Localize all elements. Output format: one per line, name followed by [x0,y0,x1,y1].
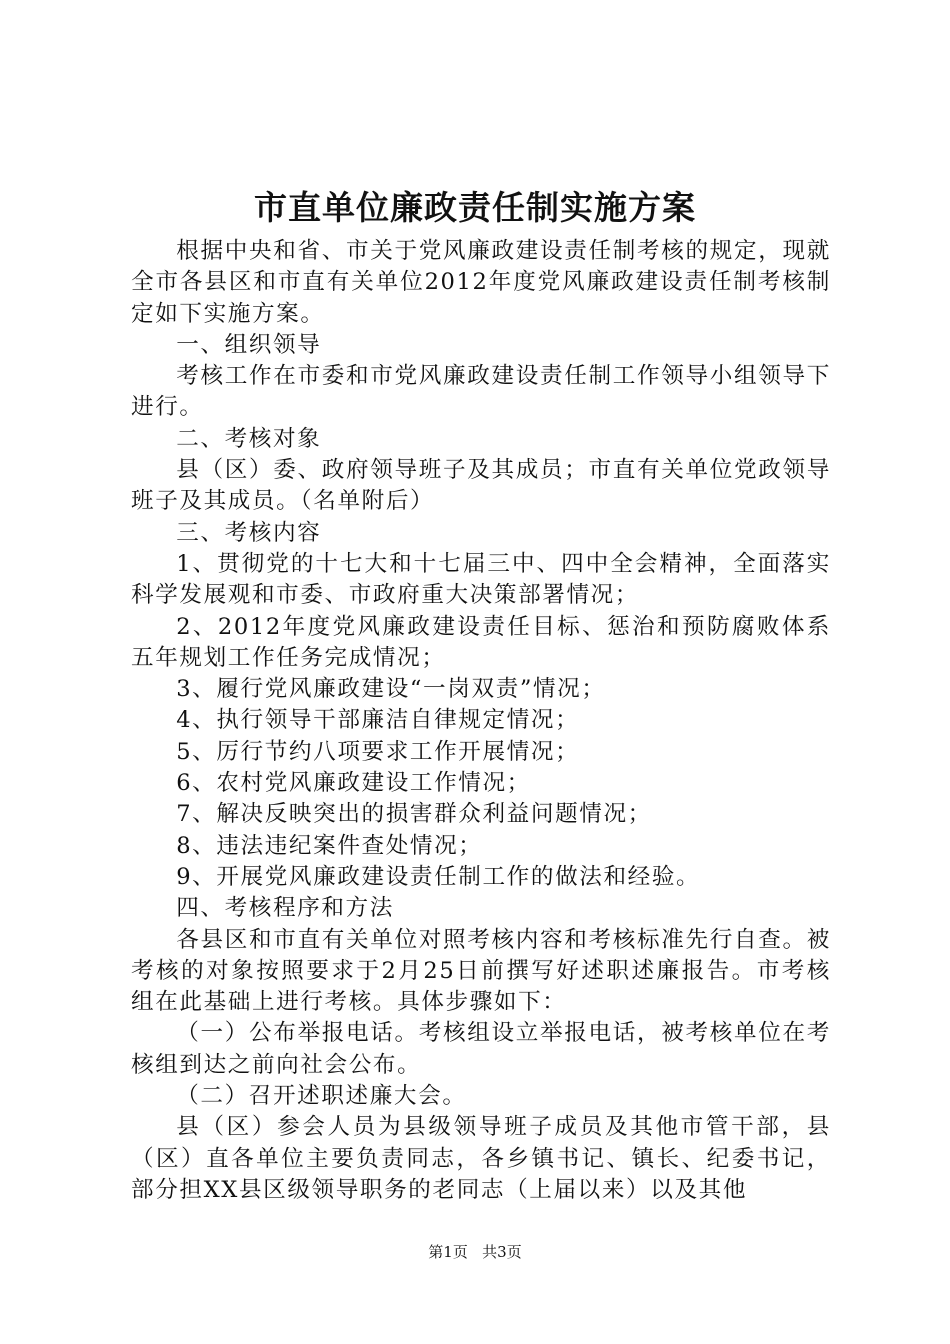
page-number: 第1页 [428,1243,468,1261]
document-body [131,236,831,1206]
paragraph: 县（区）参会人员为县级领导班子成员及其他市管干部，县（区）直各单位主要负责同志，各乡镇书记、镇长、纪委书记，部分担XX县区级领导职务的老同志（上届以来）以及其他 [131,1114,831,1203]
section-heading: 一、组织领导 [176,331,322,358]
document-title: 市直单位廉政责任制实施方案 [254,188,696,227]
section-heading: 二、考核对象 [176,425,322,452]
paragraph: （一）公布举报电话。考核组设立举报电话，被考核单位在考核组到达之前向社会公布。 [131,1020,831,1078]
paragraph: 考核工作在市委和市党风廉政建设责任制工作领导小组领导下进行。 [131,363,831,421]
list-item: 1、贯彻党的十七大和十七届三中、四中全会精神，全面落实科学发展观和市委、市政府重大决策部署情况； [131,550,831,609]
page-spacer [473,1243,478,1261]
list-item: 5、厉行节约八项要求工作开展情况； [176,738,580,765]
page-footer [0,1242,950,1262]
list-item: 8、违法违纪案件查处情况； [176,832,483,859]
list-item: 7、解决反映突出的损害群众利益问题情况； [176,801,652,828]
list-item: 2、2012年度党风廉政建设责任目标、惩治和预防腐败体系五年规划工作任务完成情况； [131,613,831,671]
section-heading: 三、考核内容 [176,519,322,546]
list-item: 4、执行领导干部廉洁自律规定情况； [176,707,580,734]
list-item: 6、农村党风廉政建设工作情况； [176,770,531,797]
paragraph: 根据中央和省、市关于党风廉政建设责任制考核的规定，现就全市各县区和市直有关单位2012年度党风廉政建设责任制考核制定如下实施方案。 [131,238,831,327]
paragraph: （二）召开述职述廉大会。 [176,1083,467,1110]
list-item: 3、履行党风廉政建设“一岗双责”情况； [176,676,606,703]
page-total: 共3页 [482,1243,522,1261]
paragraph: 县（区）委、政府领导班子及其成员；市直有关单位党政领导班子及其成员。（名单附后） [131,457,831,515]
list-item: 9、开展党风廉政建设责任制工作的做法和经验。 [176,863,701,890]
section-heading: 四、考核程序和方法 [176,895,394,922]
paragraph: 各县区和市直有关单位对照考核内容和考核标准先行自查。被考核的对象按照要求于2月25日前撰写好述职述廉报告。市考核组在此基础上进行考核。具体步骤如下： [131,926,831,1016]
